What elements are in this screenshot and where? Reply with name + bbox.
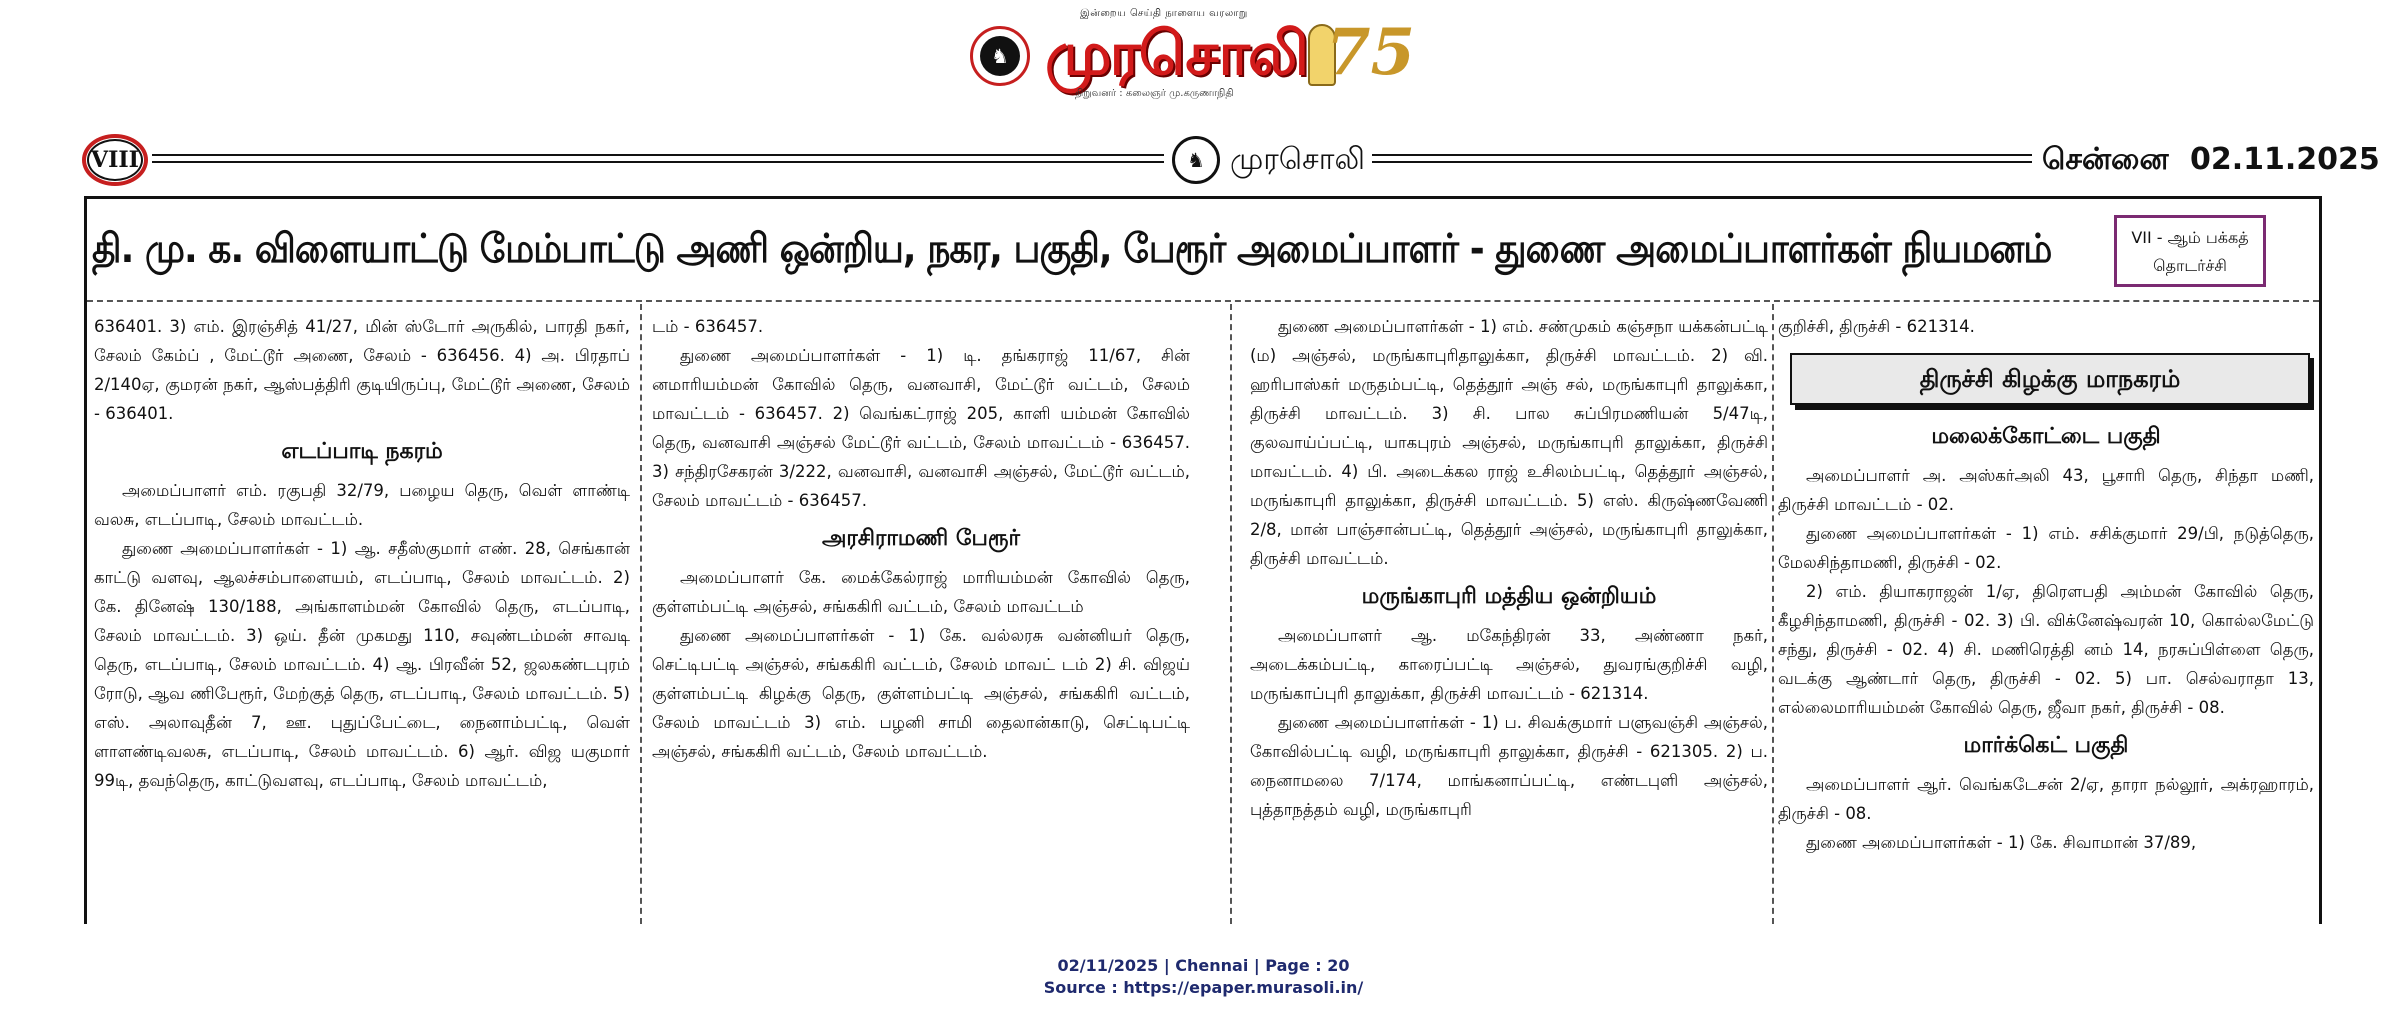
column-divider [640, 304, 642, 924]
page-number: VIII [87, 139, 143, 181]
paragraph: துணை அமைப்பாளர்கள் - 1) கே. சிவாமான் 37/89, [1806, 833, 2197, 852]
folio-city: சென்னை [2042, 142, 2169, 177]
anniversary-number: 75 [1326, 15, 1416, 90]
continued-box [2114, 215, 2266, 287]
boxed-section-heading: திருச்சி கிழக்கு மாநகரம் [1790, 353, 2310, 405]
article-headline: தி. மு. க. விளையாட்டு மேம்பாட்டு அணி ஒன்றிய, நகர, பகுதி, பேரூர் அமைப்பாளர் - துணை அமைப்பாளர்கள் நியமனம் [92, 226, 2052, 272]
footer-source-link[interactable]: Source : https://epaper.murasoli.in/ [1043, 978, 1364, 997]
paragraph: குறிச்சி, திருச்சி - 621314. [1778, 317, 1975, 336]
article-column-1 [94, 312, 630, 924]
folio-rule-right [1372, 154, 2032, 163]
paragraph: அமைப்பாளர் கே. மைக்கேல்ராஜ் மாரியம்மன் கோவில் தெரு, குள்ளம்பட்டி அஞ்சல், சங்ககிரி வட்டம், சேலம் மாவட்டம் [652, 568, 1190, 616]
article-column-4 [1778, 312, 2314, 924]
section-heading: மலைக்கோட்டை பகுதி [1931, 424, 2161, 449]
section-heading: எடப்பாடி நகரம் [281, 439, 443, 464]
paragraph: அமைப்பாளர் எம். ரகுபதி 32/79, பழைய தெரு, வெள் ளாண்டி வலசு, எடப்பாடி, சேலம் மாவட்டம். [94, 481, 630, 529]
article-column-2 [652, 312, 1190, 924]
folio-paper-name: முரசொலி [1230, 142, 1365, 177]
paragraph: 636401. 3) எம். இரஞ்சித் 41/27, மின் ஸ்டோர் அருகில், பாரதி நகர், சேலம் கேம்ப் , மேட்டூர் அணை, சேலம் - 636456. 4) அ. பிரதாப் 2/140ஏ, குமரன் நகர், ஆஸ்பத்திரி குடியிருப்பு, மேட்டூர் அணை, சேலம் - 636401. [94, 317, 630, 423]
continued-label: VII - ஆம் பக்கத் [2131, 228, 2249, 247]
paragraph: துணை அமைப்பாளர்கள் - 1) கே. வல்லரசு வன்னியர் தெரு, செட்டிபட்டி அஞ்சல், சங்ககிரி வட்டம், சேலம் மாவட் டம் 2) சி. விஜய் குள்ளம்பட்டி கிழக்கு தெரு, குள்ளம்பட்டி அஞ்சல், சங்ககிரி வட்டம், சேலம் மாவட்டம் 3) எம். பழனி சாமி தைலான்காடு, செட்டிபட்டி அஞ்சல், சங்ககிரி வட்டம், சேலம் மாவட்டம். [652, 626, 1190, 761]
folio-date: 02.11.2025 [2190, 142, 2380, 177]
article-column-3 [1250, 312, 1768, 924]
paragraph: துணை அமைப்பாளர்கள் - 1) ப. சிவக்குமார் பளுவஞ்சி அஞ்சல், கோவில்பட்டி வழி, மருங்காபுரி தாலுக்கா, திருச்சி - 621305. 2) ப. நைனாமலை 7/174, மாங்கனாப்பட்டி, எண்டபுளி அஞ்சல், புத்தாநத்தம் வழி, மருங்காபுரி [1250, 713, 1768, 819]
anniversary-logo [1308, 15, 1416, 93]
paragraph: துணை அமைப்பாளர்கள் - 1) எம். சண்முகம் கஞ்சநா யக்கன்பட்டி (ம) அஞ்சல், மருங்காபுரிதாலுக்கா, திருச்சி மாவட்டம். 2) வி. ஹரிபாஸ்கர் மருதம்பட்டி, தெத்தூர் அஞ் சல், மருங்காபுரி தாலுக்கா, திருச்சி மாவட்டம். 3) சி. பால சுப்பிரமணியன் 5/47டி, குலவாய்ப்பட்டி, யாகபுரம் அஞ்சல், மருங்காபுரி தாலுக்கா, திருச்சி மாவட்டம். 4) பி. அடைக்கல ராஜ் உசிலம்பட்டி, தெத்தூர் அஞ்சல், மருங்காபுரி தாலுக்கா, திருச்சி மாவட்டம். 5) எஸ். கிருஷ்ணவேணி 2/8, மான் பாஞ்சான்பட்டி, தெத்தூர் அஞ்சல், மருங்காபுரி தாலுக்கா, திருச்சி மாவட்டம். [1250, 317, 1768, 568]
section-heading: மார்க்கெட் பகுதி [1963, 733, 2129, 758]
paragraph: துணை அமைப்பாளர்கள் - 1) ஆ. சதீஸ்குமார் எண். 28, செங்கான் காட்டு வளவு, ஆலச்சம்பாளையம், எடப்பாடி, சேலம் மாவட்டம். 2) கே. தினேஷ் 130/188, அங்காளம்மன் கோவில் தெரு, எடப்பாடி, சேலம் மாவட்டம். 3) ஒய். தீன் முகமது 110, சவுண்டம்மன் சாவடி தெரு, எடப்பாடி, சேலம் மாவட்டம். 4) ஆ. பிரவீன் 52, ஜலகண்டபுரம் ரோடு, ஆவ ணிபேரூர், மேற்குத் தெரு, எடப்பாடி, சேலம் மாவட்டம். 5) எஸ். அலாவுதீன் 7, ஊ. புதுப்பேட்டை, நைனாம்பட்டி, வெள் ளாளண்டிவலசு, எடப்பாடி, சேலம் மாவட்டம். 6) ஆர். விஜ யகுமார் 99டி, தவந்தெரு, காட்டுவளவு, எடப்பாடி, சேலம் மாவட்டம், [94, 539, 630, 790]
footer-edition: 02/11/2025 | Chennai | Page : 20 [1057, 956, 1350, 975]
paragraph: துணை அமைப்பாளர்கள் - 1) எம். சசிக்குமார் 29/பி, நடுத்தெரு, மேலசிந்தாமணி, திருச்சி - 02. [1778, 524, 2314, 572]
headline-divider [87, 300, 2319, 302]
masthead [970, 8, 1450, 100]
paragraph: துணை அமைப்பாளர்கள் - 1) டி. தங்கராஜ் 11/67, சின் னமாரியம்மன் கோவில் தெரு, வனவாசி, மேட்டூர் வட்டம், சேலம் மாவட்டம் - 636457. 2) வெங்கட்ராஜ் 205, காளி யம்மன் கோவில் தெரு, வனவாசி அஞ்சல் மேட்டூர் வட்டம், சேலம் மாவட்டம் - 636457. 3) சந்திரசேகரன் 3/222, வனவாசி, வனவாசி அஞ்சல், மேட்டூர் வட்டம், சேலம் மாவட்டம் - 636457. [652, 346, 1190, 510]
masthead-sub: நிறுவனர் : கலைஞர் மு.கருணாநிதி [1075, 88, 1234, 99]
continued-label-2: தொடர்ச்சி [2153, 256, 2227, 275]
paragraph: அமைப்பாளர் ஆ. மகேந்திரன் 33, அண்ணா நகர், அடைக்கம்பட்டி, காரைப்பட்டி அஞ்சல், துவரங்குறிச்சி வழி, மருங்காப்புரி தாலுக்கா, திருச்சி மாவட்டம் - 621314. [1250, 626, 1768, 703]
paragraph: டம் - 636457. [652, 317, 764, 336]
drum-icon: ♞ [1172, 136, 1220, 184]
section-heading: மருங்காபுரி மத்திய ஒன்றியம் [1361, 584, 1657, 609]
paragraph: 2) எம். தியாகராஜன் 1/ஏ, திரௌபதி அம்மன் கோவில் தெரு, கீழசிந்தாமணி, திருச்சி - 02. 3) பி. விக்னேஷ்வரன் 10, கொல்லமேட்டு சந்து, திருச்சி - 02. 4) சி. மணிரெத்தி னம் 14, நரசுப்பிள்ளை தெரு, வடக்கு ஆண்டார் தெரு, திருச்சி - 02. 5) பா. செல்வராதா 13, எல்லைமாரியம்மன் கோவில் தெரு, ஜீவா நகர், திருச்சி - 08. [1778, 582, 2314, 717]
folio-bar [82, 134, 2380, 186]
page-footer [0, 955, 2407, 999]
column-divider [1772, 304, 1774, 924]
masthead-tagline: இன்றைய செய்தி நாளைய வரலாறு [1080, 8, 1248, 19]
folio-rule-left [152, 154, 1164, 163]
drum-icon: ♞ [970, 26, 1030, 86]
page-number-badge [82, 134, 148, 186]
paragraph: அமைப்பாளர் அ. அஸ்கர்அலி 43, பூசாரி தெரு, சிந்தா மணி, திருச்சி மாவட்டம் - 02. [1778, 466, 2314, 514]
paragraph: அமைப்பாளர் ஆர். வெங்கடேசன் 2/ஏ, தாரா நல்லூர், அக்ரஹாரம், திருச்சி - 08. [1778, 775, 2314, 823]
column-divider [1230, 304, 1232, 924]
masthead-brand: முரசொலி [1045, 19, 1307, 89]
section-heading: அரசிராமணி பேரூர் [821, 526, 1021, 551]
